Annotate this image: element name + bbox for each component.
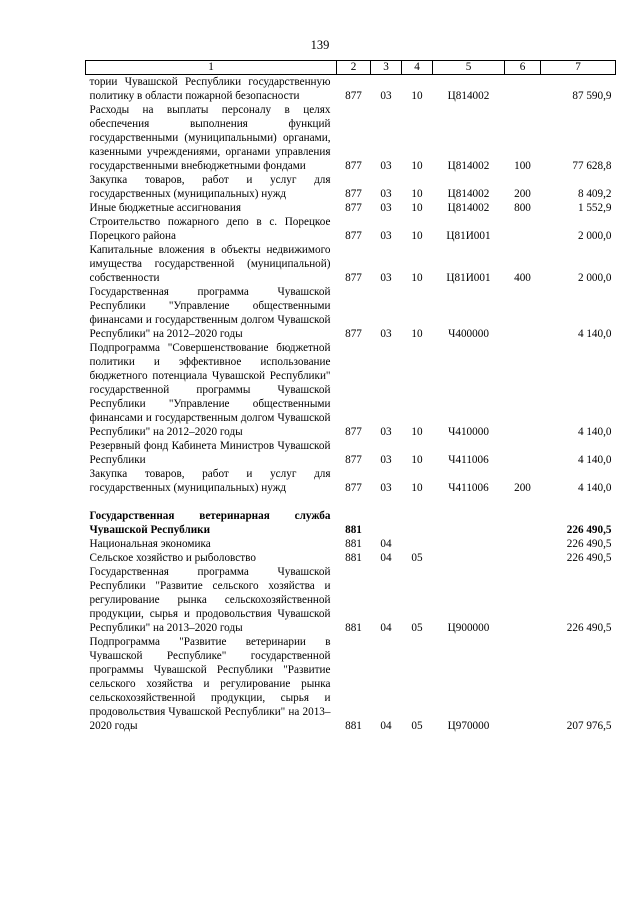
target-article-cell: Ч411006 xyxy=(448,454,489,466)
item-name-cell: Расходы на выплаты персоналу в целях обеспечения выполнения функций государственными (муниципальными) органами, казенными учреждениями, органами управления государственными внебюджетными фондами xyxy=(89,104,331,172)
target-article-cell xyxy=(433,537,505,551)
target-article-cell: Ц970000 xyxy=(447,720,490,732)
ministry-code-cell: 877 xyxy=(345,454,362,466)
expense-type-cell: 200 xyxy=(514,188,531,200)
ministry-code-cell: 877 xyxy=(345,160,362,172)
column-header: 2 xyxy=(337,61,371,75)
page-number: 139 xyxy=(310,38,330,52)
item-name-cell: Закупка товаров, работ и услуг для государственных (муниципальных) нужд xyxy=(89,174,331,200)
section-code-cell: 03 xyxy=(380,482,392,494)
target-article-cell: Ц814002 xyxy=(447,188,490,200)
budget-table-container xyxy=(85,60,615,733)
expense-type-cell xyxy=(505,635,541,733)
subsection-code-cell: 10 xyxy=(411,482,423,494)
section-code-cell: 04 xyxy=(380,538,392,550)
ministry-code-cell: 881 xyxy=(345,720,362,732)
table-row xyxy=(86,173,616,201)
target-article-cell: Ц814002 xyxy=(447,90,490,102)
table-row xyxy=(86,551,616,565)
section-code-cell: 03 xyxy=(380,188,392,200)
section-code-cell: 03 xyxy=(380,454,392,466)
target-article-cell: Ц814002 xyxy=(447,160,490,172)
ministry-code-cell: 877 xyxy=(345,328,362,340)
subsection-code-cell xyxy=(402,537,433,551)
amount-cell: 4 140,0 xyxy=(577,454,612,466)
expense-type-cell: 800 xyxy=(514,202,531,214)
subsection-code-cell xyxy=(402,509,433,537)
expense-type-cell xyxy=(505,509,541,537)
amount-cell: 226 490,5 xyxy=(566,552,612,564)
subsection-code-cell: 05 xyxy=(411,552,423,564)
ministry-code-cell: 877 xyxy=(345,188,362,200)
ministry-code-cell: 877 xyxy=(345,90,362,102)
ministry-code-cell: 877 xyxy=(345,482,362,494)
amount-cell: 2 000,0 xyxy=(577,230,612,242)
ministry-code-cell: 881 xyxy=(345,622,362,634)
target-article-cell: Ц900000 xyxy=(447,622,490,634)
spacer-cell xyxy=(86,495,616,509)
table-row xyxy=(86,439,616,467)
ministry-code-cell: 881 xyxy=(345,552,362,564)
expense-type-cell xyxy=(505,537,541,551)
amount-cell: 87 590,9 xyxy=(572,90,612,102)
column-header: 3 xyxy=(371,61,402,75)
target-article-cell: Ч411006 xyxy=(448,482,489,494)
item-name-cell: Капитальные вложения в объекты недвижимого имущества государственной (муниципальной) собственности xyxy=(89,244,331,284)
target-article-cell xyxy=(433,551,505,565)
subsection-code-cell: 10 xyxy=(411,230,423,242)
amount-cell: 1 552,9 xyxy=(577,202,612,214)
expense-type-cell xyxy=(505,341,541,439)
subsection-code-cell: 10 xyxy=(411,272,423,284)
subsection-code-cell: 10 xyxy=(411,328,423,340)
column-header: 6 xyxy=(505,61,541,75)
table-row xyxy=(86,565,616,635)
item-name-cell: Сельское хозяйство и рыболовство xyxy=(89,552,256,564)
table-row xyxy=(86,285,616,341)
table-row xyxy=(86,243,616,285)
section-code-cell: 03 xyxy=(380,90,392,102)
item-name-cell: Национальная экономика xyxy=(89,538,211,550)
expense-type-cell xyxy=(505,551,541,565)
amount-cell: 4 140,0 xyxy=(577,328,612,340)
expense-type-cell xyxy=(505,75,541,104)
target-article-cell: Ц81И001 xyxy=(446,272,491,284)
section-code-cell: 04 xyxy=(380,720,392,732)
expense-type-cell xyxy=(505,215,541,243)
table-header-row xyxy=(86,61,616,75)
column-header: 4 xyxy=(402,61,433,75)
expense-type-cell xyxy=(505,439,541,467)
ministry-code-cell: 877 xyxy=(345,230,362,242)
item-name-cell: тории Чувашской Республики государственную политику в области пожарной безопасности xyxy=(89,76,331,102)
section-code-cell: 03 xyxy=(380,202,392,214)
ministry-code-cell: 877 xyxy=(345,202,362,214)
table-row xyxy=(86,537,616,551)
section-code-cell: 03 xyxy=(380,160,392,172)
target-article-cell: Ч400000 xyxy=(448,328,489,340)
table-row xyxy=(86,635,616,733)
table-row xyxy=(86,201,616,215)
section-code-cell: 03 xyxy=(380,328,392,340)
section-code-cell: 04 xyxy=(380,552,392,564)
subsection-code-cell: 10 xyxy=(411,160,423,172)
item-name-cell: Государственная программа Чувашской Республики "Развитие сельского хозяйства и регулирование рынка сельскохозяйственной продукции, сырья и продовольствия Чувашской Республики" на 2013–2020 годы xyxy=(89,566,331,634)
amount-cell: 226 490,5 xyxy=(566,622,612,634)
table-row xyxy=(86,509,616,537)
amount-cell: 2 000,0 xyxy=(577,272,612,284)
table-row xyxy=(86,467,616,495)
ministry-code-cell: 881 xyxy=(345,524,362,536)
expense-type-cell: 100 xyxy=(514,160,531,172)
subsection-code-cell: 10 xyxy=(411,90,423,102)
expense-type-cell xyxy=(505,285,541,341)
item-name-cell: Закупка товаров, работ и услуг для государственных (муниципальных) нужд xyxy=(89,468,331,494)
item-name-cell: Резервный фонд Кабинета Министров Чувашской Республики xyxy=(89,440,331,466)
section-code-cell: 03 xyxy=(380,230,392,242)
amount-cell: 4 140,0 xyxy=(577,426,612,438)
table-row xyxy=(86,75,616,104)
ministry-code-cell: 877 xyxy=(345,272,362,284)
ministry-code-cell: 881 xyxy=(345,538,362,550)
amount-cell: 4 140,0 xyxy=(577,482,612,494)
amount-cell: 207 976,5 xyxy=(566,720,612,732)
subsection-code-cell: 05 xyxy=(411,622,423,634)
item-name-cell: Государственная ветеринарная служба Чувашской Республики xyxy=(89,510,331,536)
ministry-code-cell: 877 xyxy=(345,426,362,438)
section-code-cell xyxy=(371,509,402,537)
table-body xyxy=(86,75,616,734)
column-header: 5 xyxy=(433,61,505,75)
subsection-code-cell: 05 xyxy=(411,720,423,732)
target-article-cell xyxy=(433,509,505,537)
subsection-code-cell: 10 xyxy=(411,454,423,466)
section-code-cell: 04 xyxy=(380,622,392,634)
target-article-cell: Ц814002 xyxy=(447,202,490,214)
amount-cell: 77 628,8 xyxy=(572,160,612,172)
expense-type-cell xyxy=(505,565,541,635)
item-name-cell: Иные бюджетные ассигнования xyxy=(89,202,241,214)
expense-type-cell: 200 xyxy=(514,482,531,494)
table-row xyxy=(86,103,616,173)
column-header: 1 xyxy=(86,61,337,75)
table-row xyxy=(86,215,616,243)
amount-cell: 226 490,5 xyxy=(566,524,612,536)
amount-cell: 226 490,5 xyxy=(566,538,612,550)
amount-cell: 8 409,2 xyxy=(577,188,612,200)
subsection-code-cell: 10 xyxy=(411,426,423,438)
item-name-cell: Подпрограмма "Развитие ветеринарии в Чувашской Республике" государственной программы Чувашской Республики "Развитие сельского хозяйства и регулирование рынка сельскохозяйственной продукции, сырья и продовольствия Чувашской Республики" на 2013–2020 годы xyxy=(89,636,331,732)
section-code-cell: 03 xyxy=(380,272,392,284)
item-name-cell: Государственная программа Чувашской Республики "Управление общественными финансами и государственным долгом Чувашской Республики" на 2012–2020 годы xyxy=(89,286,331,340)
item-name-cell: Подпрограмма "Совершенствование бюджетной политики и эффективное использование бюджетного потенциала Чувашской Республики" государственной программы Чувашской Республики "Управление общественными финансами и государственным долгом Чувашской Республики" на 2012–2020 годы xyxy=(89,342,331,438)
target-article-cell: Ч410000 xyxy=(448,426,489,438)
subsection-code-cell: 10 xyxy=(411,188,423,200)
budget-table xyxy=(85,60,616,733)
expense-type-cell: 400 xyxy=(514,272,531,284)
target-article-cell: Ц81И001 xyxy=(446,230,491,242)
section-code-cell: 03 xyxy=(380,426,392,438)
subsection-code-cell: 10 xyxy=(411,202,423,214)
spacer-row xyxy=(86,495,616,509)
table-row xyxy=(86,341,616,439)
column-header: 7 xyxy=(541,61,616,75)
item-name-cell: Строительство пожарного депо в с. Порецкое Порецкого района xyxy=(89,216,331,242)
